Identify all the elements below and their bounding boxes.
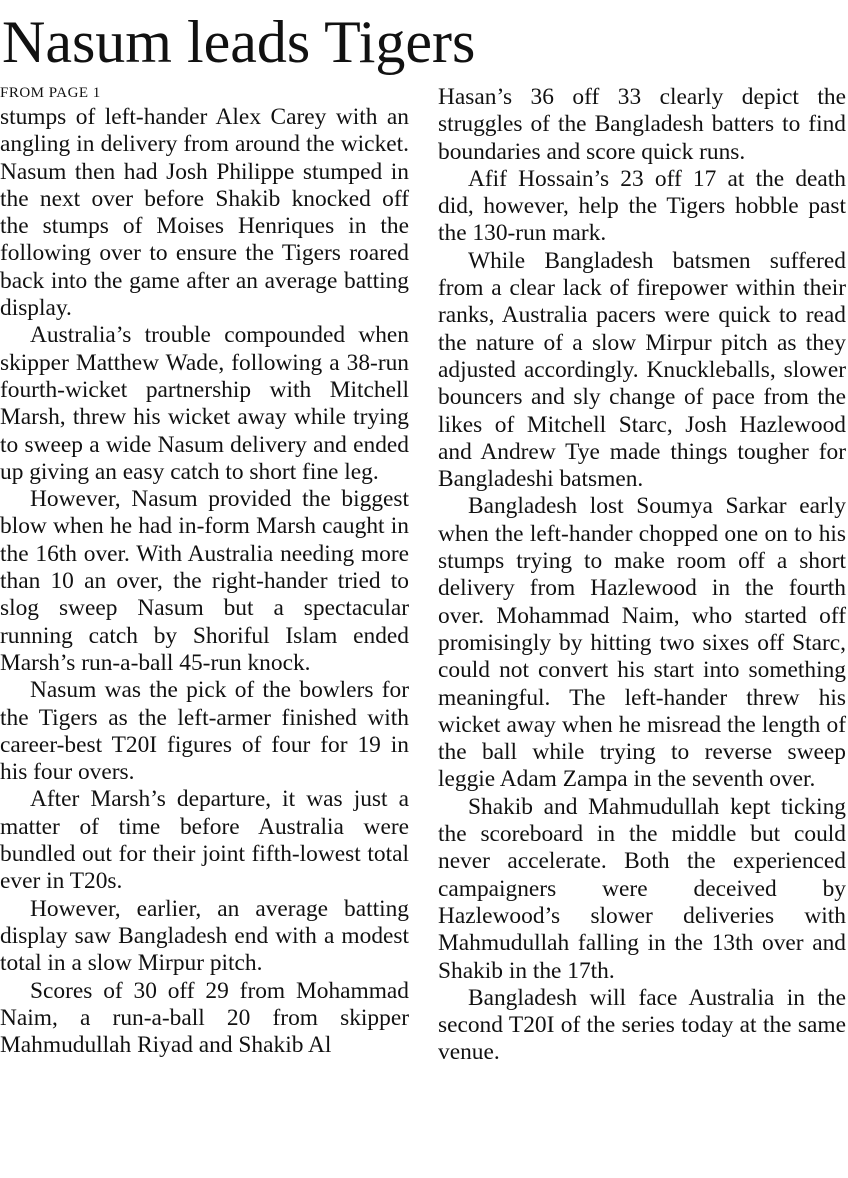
- paragraph: While Bangladesh batsmen suffered from a clear lack of firepower within their ranks, Australia pacers were quick to read the nature of a slow Mirpur pitch as they adjusted accordingly. Knuckleballs, slower bouncers and sly change of pace from the likes of Mitchell Starc, Josh Hazlewood and Andrew Tye made things tougher for Bangladeshi batsmen.: [438, 247, 846, 493]
- headline: Nasum leads Tigers: [2, 9, 476, 75]
- paragraph: Shakib and Mahmudullah kept ticking the scoreboard in the middle but could never accelerate. Both the experienced campaigners were deceived by Hazlewood’s slower deliveries with Mahmudullah falling in the 13th over and Shakib in the 17th.: [438, 793, 846, 984]
- jump-label: FROM PAGE 1: [0, 85, 101, 101]
- paragraph: Hasan’s 36 off 33 clearly depict the struggles of the Bangladesh batters to find boundaries and score quick runs.: [438, 84, 846, 165]
- paragraph: Scores of 30 off 29 from Mohammad Naim, a run-a-ball 20 from skipper Mahmudullah Riyad and Shakib Al: [0, 977, 409, 1059]
- paragraph: Bangladesh will face Australia in the second T20I of the series today at the same venue.: [438, 984, 846, 1066]
- article-column-left: [0, 82, 409, 1059]
- paragraph: However, earlier, an average batting display saw Bangladesh end with a modest total in a slow Mirpur pitch.: [0, 895, 409, 977]
- paragraph: Afif Hossain’s 23 off 17 at the death did, however, help the Tigers hobble past the 130-run mark.: [438, 165, 846, 247]
- paragraph: Bangladesh lost Soumya Sarkar early when the left-hander chopped one on to his stumps trying to make room off a short delivery from Hazlewood in the fourth over. Mohammad Naim, who started off promisingly by hitting two sixes off Starc, could not convert his start into something meaningful. The left-hander threw his wicket away when he misread the length of the ball while trying to reverse sweep leggie Adam Zampa in the seventh over.: [438, 493, 846, 793]
- paragraph: Nasum was the pick of the bowlers for the Tigers as the left-armer finished with career-best T20I figures of four for 19 in his four overs.: [0, 677, 409, 786]
- paragraph: After Marsh’s departure, it was just a matter of time before Australia were bundled out for their joint fifth-lowest total ever in T20s.: [0, 786, 409, 895]
- paragraph: However, Nasum provided the biggest blow when he had in-form Marsh caught in the 16th over. With Australia needing more than 10 an over, the right-hander tried to slog sweep Nasum but a spectacular running catch by Shoriful Islam ended Marsh’s run-a-ball 45-run knock.: [0, 486, 409, 676]
- paragraph: Australia’s trouble compounded when skipper Matthew Wade, following a 38-run fourth-wicket partnership with Mitchell Marsh, threw his wicket away while trying to sweep a wide Nasum delivery and ended up giving an easy catch to short fine leg.: [0, 322, 409, 485]
- article-column-right: [438, 84, 846, 1067]
- paragraph: stumps of left-hander Alex Carey with an angling in delivery from around the wicket. Nasum then had Josh Philippe stumped in the next over before Shakib knocked off the stumps of Moises Henriques in the following over to ensure the Tigers roared back into the game after an average batting display.: [0, 104, 409, 322]
